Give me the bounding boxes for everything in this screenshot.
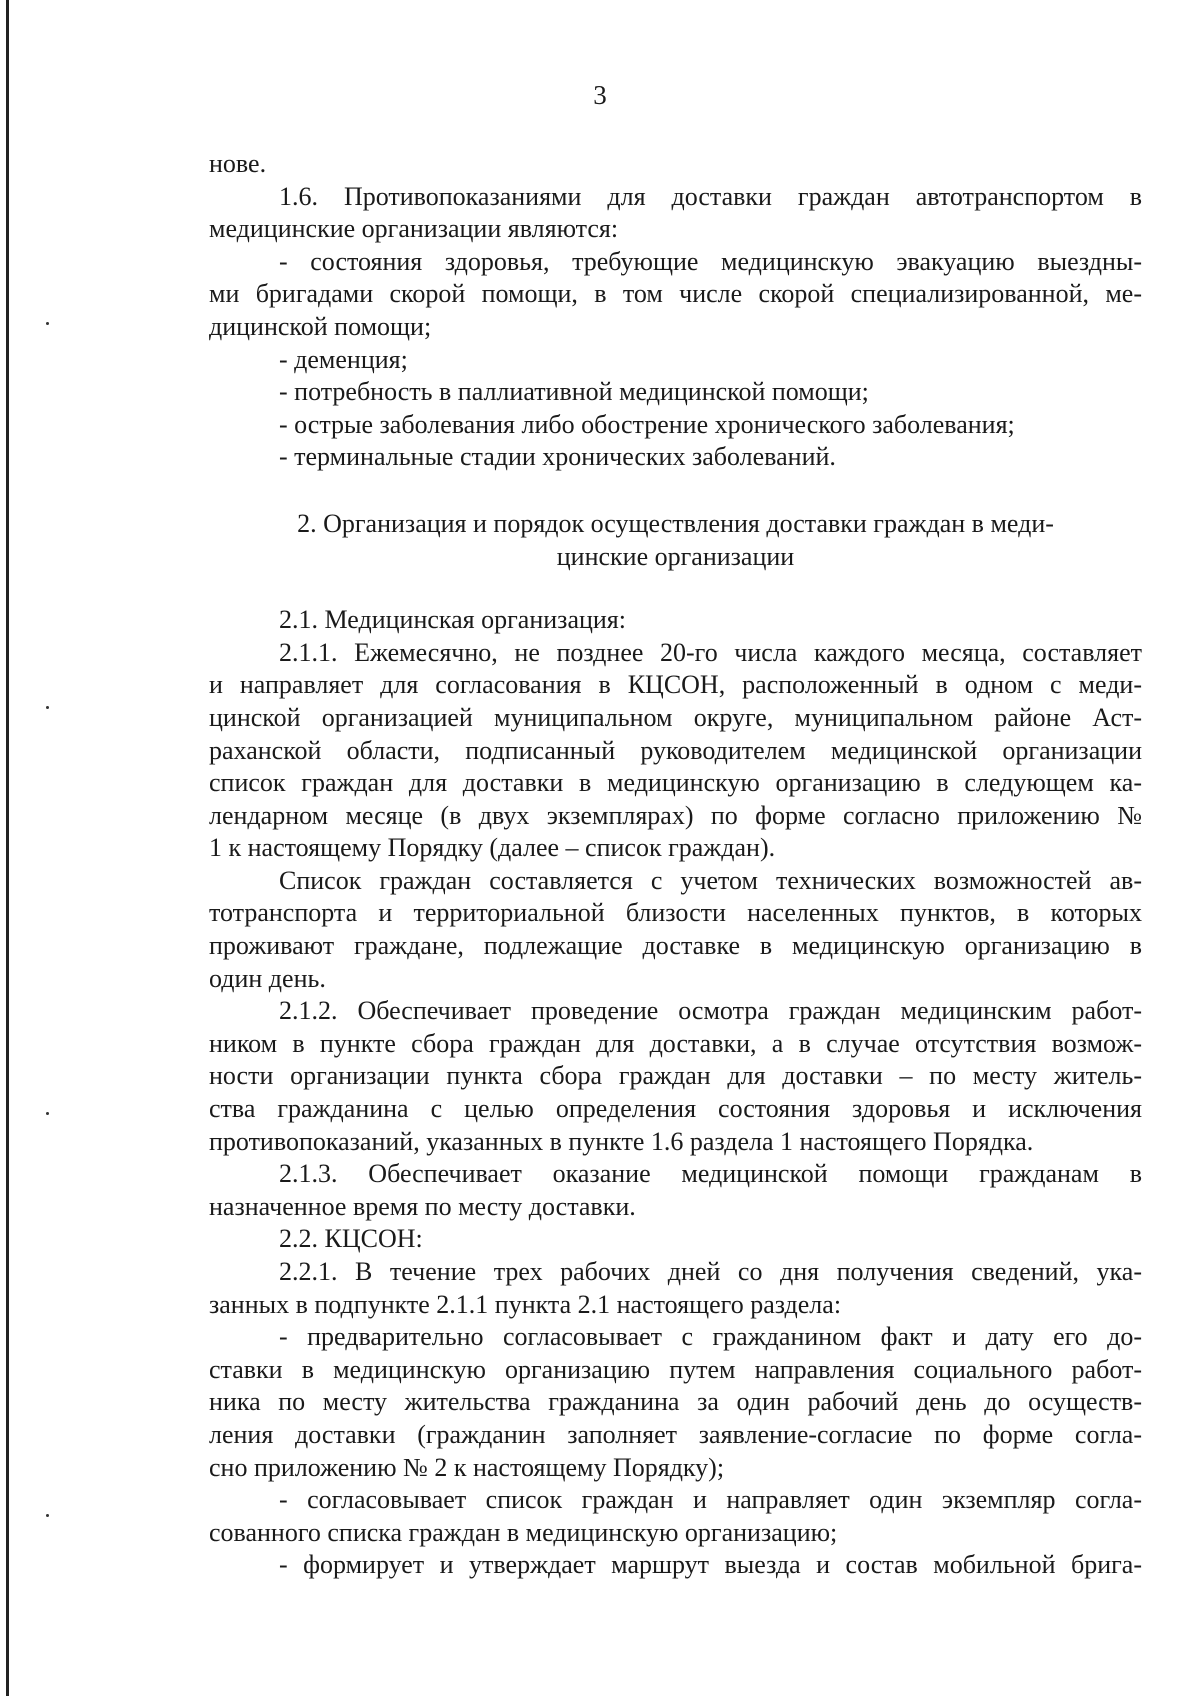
text-line: ления доставки (гражданин заполняет заявление-согласие по форме согла- [209, 1419, 1142, 1449]
text-line: ставки в медицинскую организацию путем направления социального работ- [209, 1354, 1142, 1384]
text-line: проживают граждане, подлежащие доставке в медицинскую организацию в [209, 931, 1142, 961]
text-line: - формирует и утверждает маршрут выезда и состав мобильной брига- [279, 1550, 1142, 1580]
text-line: ства гражданина с целью определения состояния здоровья и исключения [209, 1094, 1142, 1124]
section-heading-line: цинские организации [556, 541, 795, 571]
scan-edge-line [6, 0, 9, 1696]
text-line: цинской организацией муниципальном округе, муниципальном районе Аст- [209, 702, 1142, 732]
text-line: 2.1. Медицинская организация: [279, 605, 626, 635]
text-line: ником в пункте сбора граждан для доставки, а в случае отсутствия возмож- [209, 1028, 1142, 1058]
text-line: 2.1.1. Ежемесячно, не позднее 20-го числа каждого месяца, составляет [279, 637, 1142, 667]
text-line: - терминальные стадии хронических заболеваний. [279, 442, 836, 472]
section-heading [209, 508, 1142, 573]
text-line: 2.2.1. В течение трех рабочих дней со дня получения сведений, ука- [279, 1257, 1142, 1286]
text-line: ми бригадами скорой помощи, в том числе скорой специализированной, ме- [209, 279, 1142, 309]
text-line: - согласовывает список граждан и направляет один экземпляр согла- [279, 1485, 1142, 1515]
page-number: 3 [593, 80, 607, 110]
text-line: ности организации пункта сбора граждан для доставки – по месту житель- [209, 1061, 1142, 1091]
text-line: сованного списка граждан в медицинскую организацию; [209, 1517, 838, 1547]
text-line: - состояния здоровья, требующие медицинскую эвакуацию выездны- [279, 246, 1142, 276]
text-line: лендарном месяце (в двух экземплярах) по форме согласно приложению № [209, 800, 1142, 830]
text-line: Список граждан составляется с учетом технических возможностей ав- [279, 865, 1142, 895]
text-line: дицинской помощи; [209, 311, 432, 341]
paragraphs-organization [209, 604, 1142, 1582]
text-line: раханской области, подписанный руководителем медицинской организации [209, 735, 1142, 765]
text-line: нове. [209, 149, 267, 178]
text-line: медицинские организации являются: [209, 214, 619, 244]
text-line: 2.1.2. Обеспечивает проведение осмотра граждан медицинским работ- [279, 996, 1142, 1026]
text-line: один день. [209, 963, 326, 993]
scan-speck [46, 322, 49, 325]
section-heading-line: 2. Организация и порядок осуществления доставки граждан в меди- [297, 508, 1054, 538]
text-line: - деменция; [279, 344, 408, 374]
text-line: занных в подпункте 2.1.1 пункта 2.1 настоящего раздела: [209, 1289, 842, 1319]
text-line: список граждан для доставки в медицинскую организацию в следующем ка- [209, 768, 1142, 798]
text-line: тотранспорта и территориальной близости населенных пунктов, в которых [209, 898, 1142, 928]
text-line: 2.2. КЦСОН: [279, 1224, 423, 1254]
text-line: 1.6. Противопоказаниями для доставки граждан автотранспортом в [279, 181, 1142, 211]
paragraphs-contraindications [209, 148, 1142, 474]
scan-speck [46, 1514, 49, 1517]
text-line: ника по месту жительства гражданина за один рабочий день до осуществ- [209, 1387, 1142, 1417]
text-line: и направляет для согласования в КЦСОН, расположенный в одном с меди- [209, 670, 1142, 700]
text-line: назначенное время по месту доставки. [209, 1191, 636, 1221]
text-line: - потребность в паллиативной медицинской помощи; [279, 377, 869, 407]
scan-speck [46, 1112, 49, 1115]
text-line: сно приложению № 2 к настоящему Порядку); [209, 1452, 725, 1482]
text-line: - острые заболевания либо обострение хронического заболевания; [279, 409, 1015, 439]
text-line: 1 к настоящему Порядку (далее – список граждан). [209, 833, 776, 863]
text-line: - предварительно согласовывает с гражданином факт и дату его до- [279, 1322, 1142, 1352]
text-line: противопоказаний, указанных в пункте 1.6 раздела 1 настоящего Порядка. [209, 1126, 1034, 1156]
document-body [209, 148, 1142, 1582]
text-line: 2.1.3. Обеспечивает оказание медицинской помощи гражданам в [279, 1159, 1142, 1189]
scan-speck [46, 706, 49, 709]
